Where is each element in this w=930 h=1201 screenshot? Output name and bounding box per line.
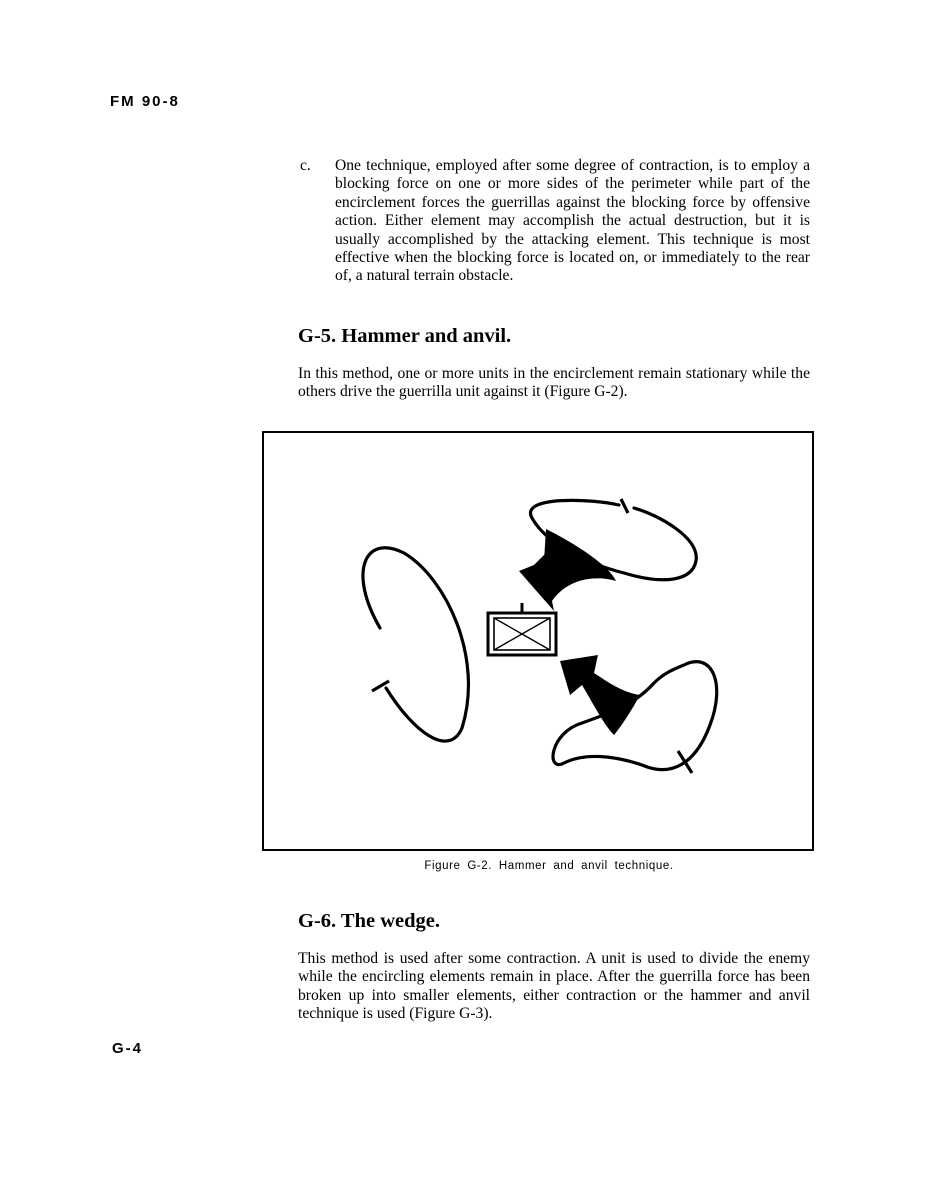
section-g5-heading: G-5. Hammer and anvil. [298, 325, 512, 347]
manual-header: FM 90-8 [110, 93, 180, 110]
hammer-anvil-diagram [264, 433, 812, 849]
section-g5-text: In this method, one or more units in the encirclement remain stationary while the others drive the guerrilla unit against it (Figure G-2). [298, 365, 810, 401]
section-g6-text: This method is used after some contraction. A unit is used to divide the enemy while the encircling elements remain in place. After the guerrilla force has been broken up into smaller elements, either contraction or the hammer and anvil technique is used (Figure G-3). [298, 950, 810, 1023]
paragraph-c [298, 157, 810, 286]
paragraph-c-text: One technique, employed after some degree of contraction, is to employ a blocking force on one or more sides of the perimeter while part of the encirclement forces the guerrillas against the blocking force by offensive action. Either element may accomplish the actual destruction, but it is usually accomplished by the attacking element. This technique is most effective when the blocking force is located on, or immediately to the rear of, a natural terrain obstacle. [335, 157, 810, 285]
section-g6-heading: G-6. The wedge. [298, 910, 440, 932]
paragraph-c-label: c. [300, 157, 311, 174]
lower-attack-unit-tick [678, 751, 692, 773]
page-number: G-4 [112, 1040, 144, 1057]
figure-caption: Figure G-2. Hammer and anvil technique. [424, 860, 674, 872]
anvil-unit-outline [363, 548, 468, 741]
lower-attack-arrow-body [560, 655, 640, 735]
upper-attack-unit-tick [621, 499, 628, 513]
figure-g2 [262, 431, 814, 851]
